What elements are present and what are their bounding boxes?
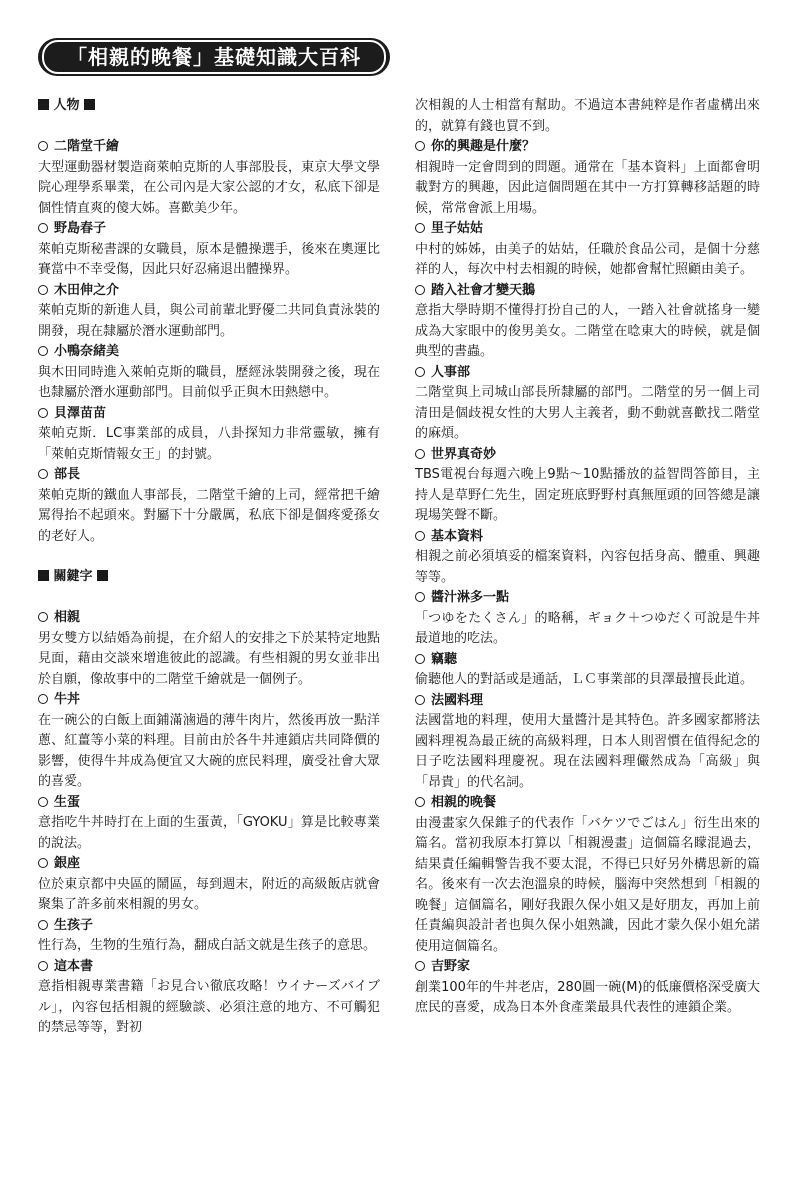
entry-description: 二階堂與上司城山部長所隸屬的部門。二階堂的另一個上司清田是個歧視女性的大男人主義者，動不動就喜歡找二階堂的麻煩。: [415, 385, 760, 441]
circle-bullet-icon: [415, 961, 425, 971]
glossary-entry: [38, 404, 380, 466]
entry-term-text: 生蛋: [54, 794, 81, 810]
square-bullet-icon: [38, 99, 49, 110]
glossary-entry: [38, 916, 380, 957]
entry-term-text: 你的興趣是什麼？: [431, 139, 536, 154]
entry-term-text: 世界真奇妙: [431, 446, 497, 462]
page-title: 「相親的晚餐」基礎知識大百科: [42, 40, 386, 74]
entry-description: 「つゆをたくさん」的略稱，ギョク＋つゆだく可說是牛丼最道地的吃法。: [415, 610, 760, 646]
entry-description: 萊帕克斯的鐵血人事部長，二階堂千繪的上司，經常把千繪罵得抬不起頭來。對屬下十分嚴厲，私底下卻是個疼愛孫女的老好人。: [38, 487, 380, 544]
entry-term-text: 法國料理: [431, 692, 484, 708]
circle-bullet-icon: [415, 654, 425, 664]
circle-bullet-icon: [415, 285, 425, 295]
circle-bullet-icon: [38, 797, 48, 807]
glossary-entry: [415, 588, 760, 650]
entry-description: 相親時一定會問到的問題。通常在「基本資料」上面都會明載對方的興趣，因此這個問題在其中一方打算轉移話題的時候，常常會派上用場。: [415, 159, 760, 216]
left-column: [38, 96, 380, 1039]
continued-text: 次相親的人士相當有幫助。不過這本書純粹是作者虛構出來的，就算有錢也買不到。: [415, 98, 760, 134]
entry-term-text: 木田伸之介: [54, 282, 120, 298]
entry-term-text: 牛丼: [54, 692, 81, 707]
entry-term-text: 生孩子: [54, 917, 94, 933]
entry-description: TBS電視台每週六晚上9點～10點播放的益智問答節目，主持人是草野仁先生，固定班底野野村真無厘頭的回答總是讓現場笑聲不斷。: [415, 467, 760, 523]
entry-description: 相親之前必須填妥的檔案資料，內容包括身高、體重、興趣等等。: [415, 549, 760, 585]
entry-term-text: 里子姑姑: [431, 221, 484, 236]
entry-term-text: 基本資料: [431, 528, 484, 544]
entry-term: [38, 690, 380, 711]
circle-bullet-icon: [415, 223, 425, 233]
glossary-entry: [38, 137, 380, 219]
entry-term-text: 銀座: [54, 856, 81, 871]
entry-term: [415, 137, 760, 158]
circle-bullet-icon: [38, 346, 48, 356]
entry-term: [38, 854, 380, 875]
glossary-entry: [415, 957, 760, 1019]
circle-bullet-icon: [415, 695, 425, 705]
square-bullet-icon: [38, 570, 49, 581]
entry-term: [415, 793, 760, 814]
entry-term: [415, 957, 760, 978]
entry-description: 萊帕克斯．LC事業部的成員，八卦探知力非常靈敏，擁有「萊帕克斯情報女王」的封號。: [38, 426, 380, 462]
circle-bullet-icon: [38, 141, 48, 151]
circle-bullet-icon: [38, 694, 48, 704]
entry-description: 中村的姊姊，由美子的姑姑，任職於食品公司，是個十分慈祥的人，每次中村去相親的時候，她都會幫忙照顧由美子。: [415, 241, 760, 277]
entry-description: 與木田同時進入萊帕克斯的職員，歷經泳裝開發之後，現在也隸屬於潛水運動部門。目前似乎正與木田熱戀中。: [38, 364, 380, 400]
glossary-entry: [415, 219, 760, 281]
entry-description: 由漫畫家久保錐子的代表作「バケツでごはん」衍生出來的篇名。當初我原本打算以「相親漫畫」這個篇名矇混過去，結果責任編輯警告我不要太混，不得已只好另外構思新的篇名。後來有一次去泡溫泉的時候，腦海中突然想到「相親的晚餐」這個篇名，剛好我跟久保小姐又是好朋友，再加上前任責編與設計者也與久保小姐熟識，因此才蒙久保小姐允諾使用這個篇名。: [415, 815, 760, 954]
entry-term: [38, 916, 380, 937]
entry-term: [38, 219, 380, 240]
glossary-entry: [415, 445, 760, 527]
entry-term-text: 部長: [54, 467, 81, 482]
entry-description: 大型運動器材製造商萊帕克斯的人事部股長，東京大學文學院心理學系畢業，在公司內是大家公認的才女，私底下卻是個性情直爽的傻大姊。喜歡美少年。: [38, 159, 380, 216]
people-list: [38, 137, 380, 547]
circle-bullet-icon: [38, 858, 48, 868]
entry-term-text: 野島春子: [54, 221, 107, 236]
entry-term-text: 貝澤苗苗: [54, 405, 107, 421]
entry-term: [415, 527, 760, 548]
entry-term-text: 小鴨奈緒美: [54, 344, 120, 359]
glossary-entry: [415, 650, 760, 691]
entry-description: 男女雙方以結婚為前提，在介紹人的安排之下於某特定地點見面，藉由交談來增進彼此的認識。有些相親的男女並非出於自願，像故事中的二階堂千繪就是一個例子。: [38, 630, 380, 687]
glossary-entry: [415, 281, 760, 363]
glossary-entry: [38, 465, 380, 547]
entry-term: [38, 404, 380, 425]
entry-description: 萊帕克斯秘書課的女職員，原本是體操選手，後來在奧運比賽當中不幸受傷，因此只好忍痛退出體操界。: [38, 241, 380, 277]
glossary-entry: [415, 527, 760, 589]
title-banner: [38, 38, 390, 76]
glossary-entry: [38, 793, 380, 855]
entry-term: [415, 691, 760, 712]
glossary-entry: [38, 957, 380, 1039]
circle-bullet-icon: [38, 469, 48, 479]
entry-term: [415, 445, 760, 466]
entry-description: 性行為，生物的生殖行為，翻成白話文就是生孩子的意思。: [38, 938, 377, 953]
circle-bullet-icon: [38, 408, 48, 418]
entry-term-text: 人事部: [431, 364, 471, 380]
entry-term: [38, 342, 380, 363]
glossary-entry: [38, 219, 380, 281]
entry-term: [415, 219, 760, 240]
square-bullet-icon: [84, 99, 95, 110]
entry-term-text: 醬汁淋多一點: [431, 590, 510, 605]
right-column: [415, 96, 760, 1019]
circle-bullet-icon: [415, 141, 425, 151]
entry-term: [38, 608, 380, 629]
glossary-entry: [415, 691, 760, 794]
glossary-entry: [38, 608, 380, 690]
circle-bullet-icon: [38, 612, 48, 622]
entry-term-text: 相親: [54, 610, 81, 625]
square-bullet-icon: [97, 570, 108, 581]
circle-bullet-icon: [38, 961, 48, 971]
entry-description: 意指相親專業書籍「お見合い徹底攻略！ウイナーズバイブル」，內容包括相親的經驗談、必須注意的地方、不可觸犯的禁忌等等，對初: [38, 979, 380, 1035]
entry-description: 萊帕克斯的新進人員，與公司前輩北野優二共同負責泳裝的開發，現在隸屬於潛水運動部門。: [38, 303, 380, 339]
entry-description: 在一碗公的白飯上面鋪滿滷過的薄牛肉片，然後再放一點洋蔥、紅薑等小菜的料理。目前由於各牛丼連鎖店共同降價的影響，使得牛丼成為便宜又大碗的庶民料理，廣受社會大眾的喜愛。: [38, 712, 380, 789]
entry-term-text: 踏入社會才變天鵝: [431, 282, 536, 298]
entry-term: [415, 281, 760, 302]
glossary-entry: [415, 137, 760, 219]
section-title: 人物: [53, 98, 80, 113]
section-header-people: [38, 96, 380, 117]
section-title: 關鍵字: [53, 569, 93, 584]
circle-bullet-icon: [415, 449, 425, 459]
entry-term: [415, 650, 760, 671]
circle-bullet-icon: [38, 285, 48, 295]
glossary-entry: [38, 342, 380, 404]
entry-description: 法國當地的料理，使用大量醬汁是其特色。許多國家都將法國料理視為最正統的高級料理，日本人則習慣在值得紀念的日子吃法國料理慶祝。現在法國料理儼然成為「高級」與「昂貴」的代名詞。: [415, 713, 760, 790]
entry-term: [38, 957, 380, 978]
entry-term-text: 這本書: [54, 958, 94, 974]
glossary-entry: [38, 690, 380, 793]
entry-description: 位於東京都中央區的鬧區，每到週末，附近的高級飯店就會聚集了許多前來相親的男女。: [38, 876, 380, 912]
entry-term-text: 竊聽: [431, 651, 458, 667]
circle-bullet-icon: [415, 592, 425, 602]
entry-term-text: 二階堂千繪: [54, 139, 120, 154]
entry-term-text: 相親的晚餐: [431, 795, 497, 810]
circle-bullet-icon: [415, 367, 425, 377]
entry-description: 意指大學時期不懂得打扮自己的人，一踏入社會就搖身一變成為大家眼中的俊男美女。二階堂在唸東大的時候，就是個典型的書蟲。: [415, 303, 760, 359]
circle-bullet-icon: [38, 920, 48, 930]
entry-term-text: 吉野家: [431, 959, 471, 974]
circle-bullet-icon: [415, 797, 425, 807]
glossary-entry: [38, 281, 380, 343]
entry-term: [415, 588, 760, 609]
glossary-entry: [415, 793, 760, 957]
glossary-entry: [38, 854, 380, 916]
section-header-keywords: [38, 567, 380, 588]
entry-description: 偷聽他人的對話或是通話，ＬＣ事業部的貝澤最擅長此道。: [415, 672, 754, 687]
entry-term: [38, 281, 380, 302]
entry-term: [38, 465, 380, 486]
circle-bullet-icon: [415, 531, 425, 541]
glossary-entry: [415, 363, 760, 445]
entry-description: 創業100年的牛丼老店，280圓一碗(M)的低廉價格深受廣大庶民的喜愛，成為日本外食產業最具代表性的連鎖企業。: [415, 979, 760, 1015]
entry-term: [38, 137, 380, 158]
entry-term: [415, 363, 760, 384]
keyword-list-right: [415, 137, 760, 1019]
keyword-list-left: [38, 608, 380, 1039]
entry-description: 意指吃牛丼時打在上面的生蛋黃，「GYOKU」算是比較專業的說法。: [38, 815, 380, 851]
entry-term: [38, 793, 380, 814]
circle-bullet-icon: [38, 223, 48, 233]
